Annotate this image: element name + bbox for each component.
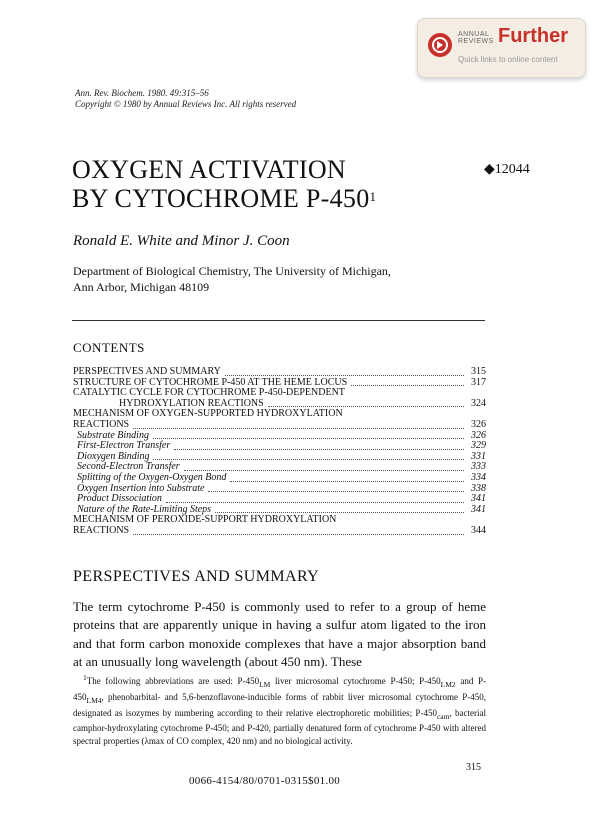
page-number: 315 [466,762,481,773]
toc-page: 341 [471,493,486,505]
toc-page: 326 [471,429,486,441]
title-line-1: OXYGEN ACTIVATION [72,155,346,184]
title-line-2-wrap [72,184,376,213]
toc-page: 333 [471,461,486,473]
banner-further[interactable]: Further [498,25,568,47]
toc-leader [184,469,464,471]
toc-entry: REACTIONS [73,524,130,536]
toc-entry: Product Dissociation [77,493,162,505]
divider [72,320,485,321]
toc-entry: Second-Electron Transfer [77,461,180,473]
footnote-text: , phenobarbital- and 5,6-benzoflavone-inducible forms of rabbit liver microsomal cytochrome P-450, designated as isozymes by numbering according to their relative electrophoretic mobilities; P-450 [73,691,486,718]
toc-leader [208,490,464,492]
table-of-contents [73,367,486,537]
further-banner[interactable] [417,18,586,78]
article-title [72,155,376,213]
toc-entry: MECHANISM OF PEROXIDE-SUPPORT HYDROXYLATION [73,514,337,526]
toc-page: 341 [471,503,486,515]
toc-page: 334 [471,471,486,483]
toc-page: 344 [471,524,486,536]
toc-entry: STRUCTURE OF CYTOCHROME P-450 AT THE HEME LOCUS [73,376,348,388]
toc-page: 326 [471,418,486,430]
citation-line-2: Copyright © 1980 by Annual Reviews Inc. All rights reserved [75,99,297,109]
affiliation-line-1: Department of Biological Chemistry, The University of Michigan, [73,264,391,278]
toc-entry: Substrate Binding [77,429,149,441]
section-heading: PERSPECTIVES AND SUMMARY [73,568,320,585]
toc-leader [215,511,464,513]
toc-entry: Oxygen Insertion into Substrate [77,482,205,494]
footnote-text: The following abbreviations are used: P-450 [86,676,260,686]
toc-entry: CATALYTIC CYCLE FOR CYTOCHROME P-450-DEPENDENT [73,387,345,399]
footnote-subscript: cam [436,711,450,721]
footnote-subscript: LM2 [440,679,456,689]
annual-reviews-logo-icon [428,33,452,57]
toc-leader [230,480,464,482]
toc-entry: REACTIONS [73,418,130,430]
footnote-text: liver microsomal cytochrome P-450; P-450 [270,676,441,686]
toc-leader [268,405,464,407]
banner-tagline: Quick links to online content [458,55,558,64]
toc-entry: Dioxygen Binding [77,450,150,462]
title-line-2: BY CYTOCHROME P-450 [72,184,370,213]
toc-leader [166,501,464,503]
toc-row[interactable] [73,473,486,484]
toc-row[interactable] [73,367,486,378]
article-code: ◆12044 [484,162,530,177]
title-footnote-mark[interactable]: 1 [369,189,377,204]
citation-line-1: Ann. Rev. Biochem. 1980. 49:315–56 [75,88,209,98]
toc-entry: Splitting of the Oxygen-Oxygen Bond [77,471,227,483]
issn-line: 0066-4154/80/0701-0315$01.00 [189,775,341,787]
toc-entry: MECHANISM OF OXYGEN-SUPPORTED HYDROXYLATION [73,408,343,420]
toc-page: 338 [471,482,486,494]
banner-brand: ANNUAL REVIEWS [458,31,494,45]
authors: Ronald E. White and Minor J. Coon [73,233,290,249]
toc-page: 329 [471,440,486,452]
toc-row[interactable] [73,526,486,537]
toc-leader [225,374,464,376]
affiliation-line-2: Ann Arbor, Michigan 48109 [73,280,210,294]
toc-page: 317 [471,376,486,388]
toc-leader [153,437,464,439]
toc-row[interactable] [73,409,486,420]
toc-leader [133,427,464,429]
toc-page: 315 [471,366,486,377]
footnote-text: and P-450 [73,676,486,702]
footnote-subscript: LM [259,679,271,689]
toc-entry: Nature of the Rate-Limiting Steps [77,503,212,515]
contents-heading: CONTENTS [73,340,145,355]
toc-entry: First-Electron Transfer [77,440,171,452]
toc-leader [174,448,464,450]
toc-entry: PERSPECTIVES AND SUMMARY [73,366,221,377]
toc-entry: HYDROXYLATION REACTIONS [119,397,264,409]
journal-citation [75,88,296,110]
footnote-subscript: LM4 [86,695,102,705]
affiliation [73,263,391,295]
footnote-mark: 1 [83,673,87,682]
footnote [73,671,486,748]
toc-leader [133,533,464,535]
toc-row[interactable] [73,420,486,431]
toc-leader [351,384,464,386]
footnote-text: , bacterial camphor-hydroxylating cytochrome P-450; and P-420, partially denatured form of cytochrome P-450 with altered spectral properties (λmax of CO complex, 420 nm) and no biological activity. [73,707,487,747]
body-paragraph: The term cytochrome P-450 is commonly used to refer to a group of heme proteins that are apparently unique in having a sulfur atom ligated to the iron and that form carbon monoxide complexes that have a major absorption band at an unusually long wavelength (about 450 nm). These [73,599,486,669]
toc-page: 324 [471,397,486,409]
toc-page: 331 [471,450,486,462]
toc-row[interactable] [73,515,486,526]
toc-leader [153,458,464,460]
